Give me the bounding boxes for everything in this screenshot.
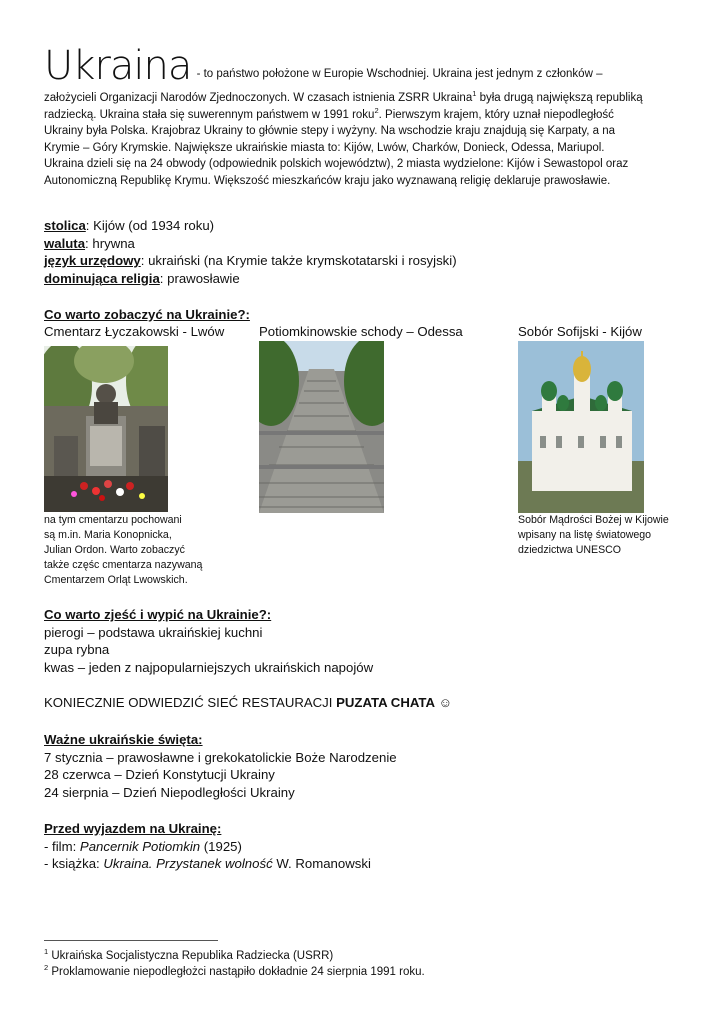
list-item: 24 sierpnia – Dzień Niepodległości Ukrainy — [44, 784, 295, 800]
food-section — [44, 606, 373, 676]
footnote-ref: 1 — [472, 89, 477, 99]
sight-title-lychakiv: Cmentarz Łyczakowski - Lwów — [44, 324, 225, 339]
list-item: kwas – jeden z najpopularniejszych ukraińskich napojów — [44, 659, 374, 675]
sofia-caption: Sobór Mądrości Bożej w Kijowie wpisany na listę światowego dziedzictwa UNESCO — [518, 514, 669, 556]
list-item: - książka: Ukraina. Przystanek wolność W. Romanowski — [44, 856, 371, 871]
fact-row: stolica: Kijów (od 1934 roku) — [44, 218, 215, 233]
page-title: Ukraina — [44, 43, 192, 89]
list-item: zupa rybna — [44, 642, 110, 657]
restaurant-note: KONIECZNIE ODWIEDZIĆ SIEĆ RESTAURACJI PUZATA CHATA ☺ — [44, 695, 453, 710]
list-item: pierogi – podstawa ukraińskiej kuchni — [44, 624, 263, 640]
before-trip-section — [44, 820, 371, 873]
cemetery-photo — [44, 346, 168, 512]
smiley-icon: ☺ — [435, 695, 453, 710]
fact-row: język urzędowy: ukraiński (na Krymie także krymskotatarski i rosyjski) — [44, 253, 457, 268]
footnote: $^2$ Proklamowanie niepodległożci nastąpiło dokładnie 24 sierpnia 1991 roku. — [44, 963, 425, 978]
sight-title-potemkin: Potiomkinowskie schody – Odessa — [259, 324, 463, 339]
holidays-section — [44, 731, 397, 801]
sofia-cathedral-photo — [518, 341, 644, 513]
potemkin-stairs-photo — [259, 341, 384, 513]
holidays-heading: Ważne ukraińskie święta: — [44, 732, 203, 747]
sights-heading: Co warto zobaczyć na Ukrainie?: — [44, 307, 250, 322]
footnote-ref: 2 — [374, 105, 379, 115]
before-trip-heading: Przed wyjazdem na Ukrainę: — [44, 821, 222, 836]
list-item: 7 stycznia – prawosławne i grekokatolickie Boże Narodzenie — [44, 749, 397, 765]
footnotes — [44, 948, 425, 980]
cemetery-caption: na tym cmentarzu pochowani są m.in. Maria Konopnicka, Julian Ordon. Warto zobaczyć także częśc cmentarza nazywaną Cmentarzem Orląt Lwowskich. — [44, 514, 203, 586]
list-item: 28 czerwca – Dzień Konstytucji Ukrainy — [44, 767, 275, 782]
food-heading: Co warto zjeść i wypić na Ukrainie?: — [44, 607, 272, 622]
sight-title-sofia: Sobór Sofijski - Kijów — [518, 324, 642, 339]
footnote: $^1$ Ukraińska Socjalistyczna Republika Radziecka (USRR) — [44, 947, 334, 962]
intro-paragraph: Ukraina - to państwo położone w Europie Wschodniej. Ukraina jest jednym z członków – założycieli Organizacji Narodów Zjednoczonych. W czasach istnienia ZSRR Ukraina$^1$ była drugą największą republiką radziecką. Ukraina stała się suwerennym państwem w 1991 roku$^2$. Pierwszym krajem, który uznał niepodległość Ukrainy była Polska. Krajobraz Ukrainy to głównie stepy i wyżyny. Na wschodzie kraju znajdują się Karpaty, a na Krymie – Góry Krymskie. Największe ukraińskie miasta to: Kijów, Lwów, Charków, Donieck, Odessa, Mariupol. Ukraina dzieli się na 24 obwody (odpowiednik polskich województw), 2 miasta wydzielone: Kijów i Sewastopol oraz Autonomiczną Republikę Krymu. Większość mieszkańców kraju jako wyznawaną religię deklaruje prawosławie. — [44, 43, 643, 187]
footnote-divider — [44, 940, 218, 941]
list-item: - film: Pancernik Potiomkin (1925) — [44, 838, 242, 854]
fact-row: dominująca religia: prawosławie — [44, 270, 240, 286]
country-facts — [44, 217, 457, 287]
fact-row: waluta: hrywna — [44, 235, 135, 251]
